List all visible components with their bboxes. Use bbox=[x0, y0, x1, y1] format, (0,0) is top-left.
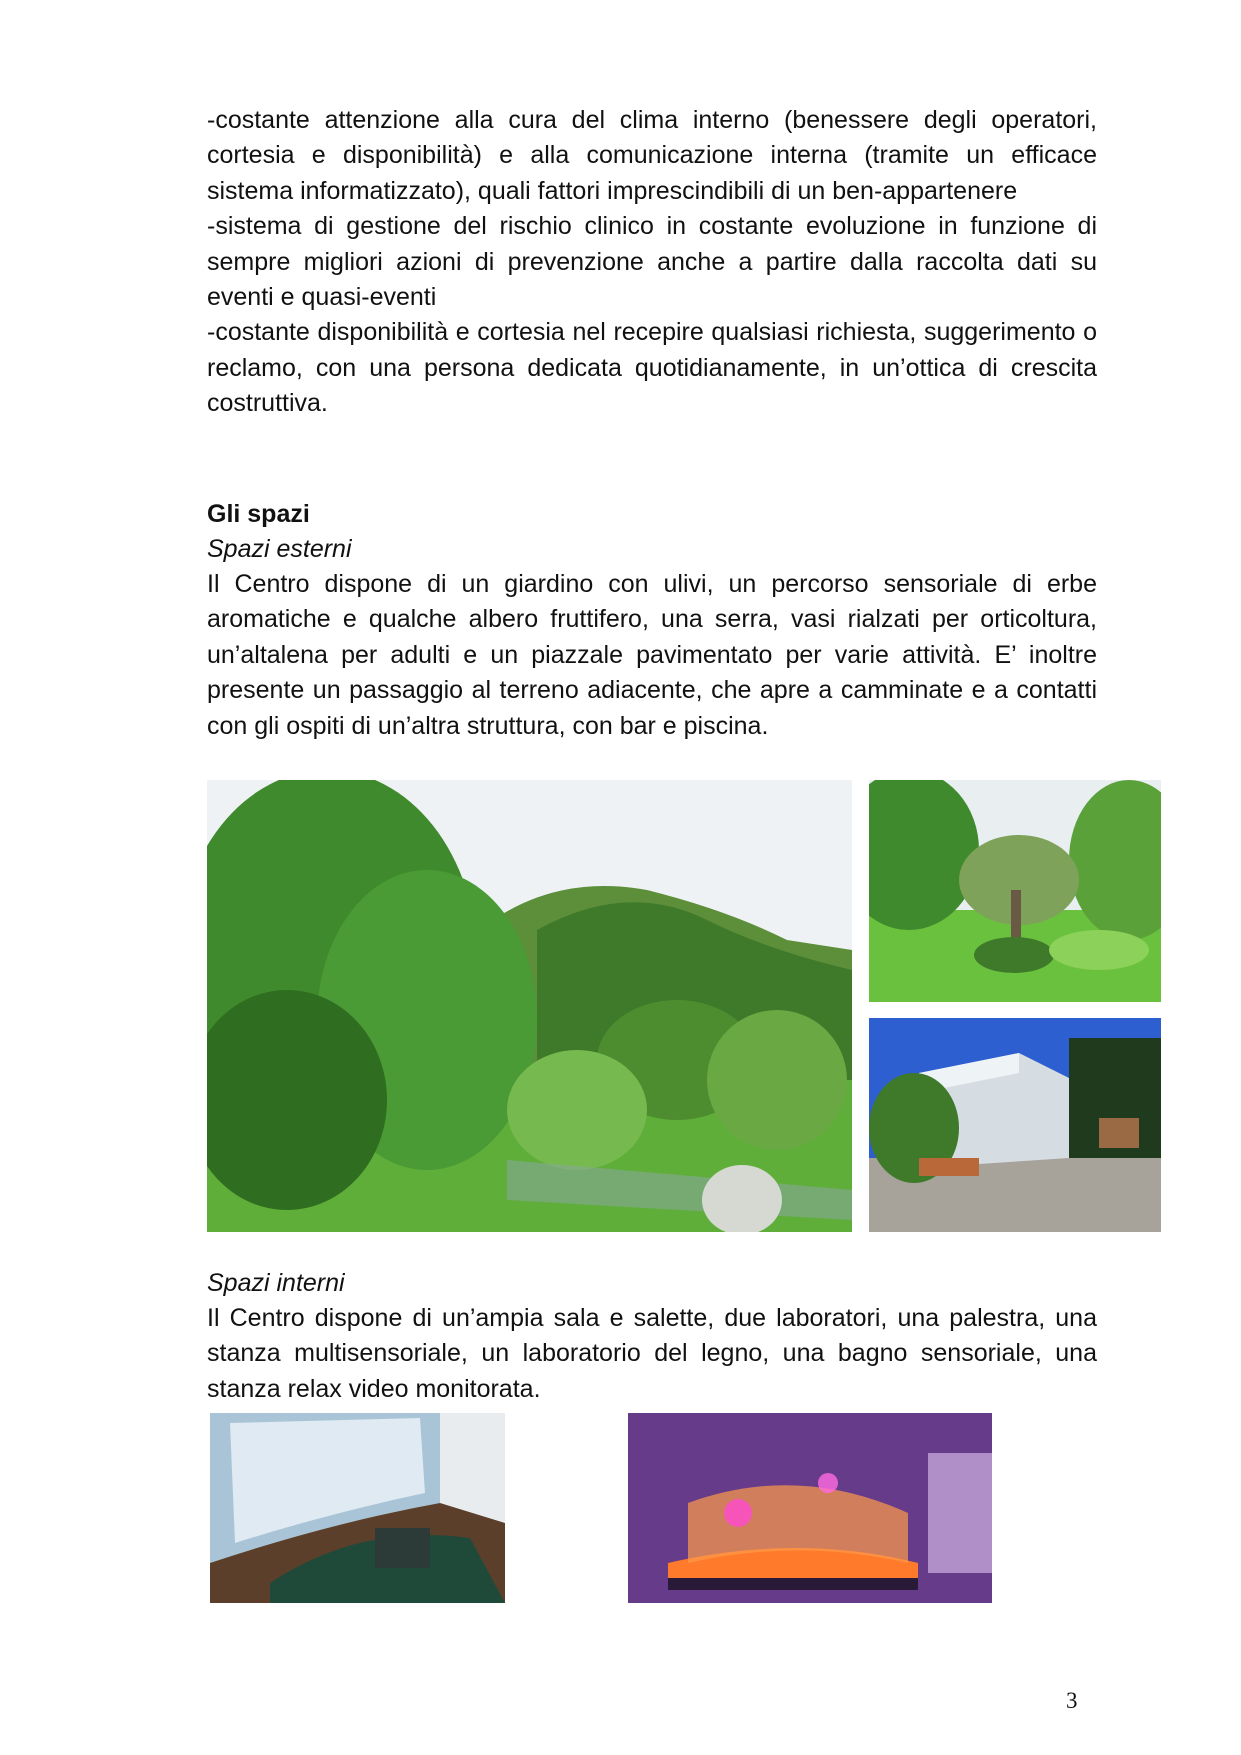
page-number: 3 bbox=[1066, 1688, 1078, 1713]
greenhouse-photo bbox=[869, 1018, 1161, 1232]
external-body bbox=[207, 567, 1097, 744]
internal-body-text: Il Centro dispone di un’ampia sala e salette, due laboratori, una palestra, una stanza multisensoriale, un laboratorio del legno, una bagno sensoriale, una stanza relax video monitorata. bbox=[207, 1304, 1097, 1403]
external-subtitle: Spazi esterni bbox=[207, 535, 352, 563]
intro-paragraph: -sistema di gestione del rischio clinico in costante evoluzione in funzione di sempre migliori azioni di prevenzione anche a partire dalla raccolta dati su eventi e quasi-eventi bbox=[207, 212, 1097, 312]
section-title: Gli spazi bbox=[207, 500, 310, 528]
garden-photo bbox=[207, 780, 852, 1232]
internal-subtitle: Spazi interni bbox=[207, 1269, 345, 1297]
sensory-room-photo bbox=[210, 1413, 505, 1603]
fiber-optic-room-photo bbox=[628, 1413, 992, 1603]
internal-body bbox=[207, 1301, 1097, 1407]
external-body-text: Il Centro dispone di un giardino con ulivi, un percorso sensoriale di erbe aromatiche e qualche albero fruttifero, una serra, vasi rialzati per orticoltura, un’altalena per adulti e un piazzale pavimentato per varie attività. E’ inoltre presente un passaggio al terreno adiacente, che apre a camminate e a contatti con gli ospiti di un’altra struttura, con bar e piscina. bbox=[207, 570, 1097, 740]
intro-paragraph: -costante disponibilità e cortesia nel recepire qualsiasi richiesta, suggerimento o reclamo, con una persona dedicata quotidianamente, in un’ottica di crescita costruttiva. bbox=[207, 318, 1097, 418]
olive-garden-photo bbox=[869, 780, 1161, 1002]
intro-text bbox=[207, 103, 1097, 422]
intro-paragraph: -costante attenzione alla cura del clima interno (benessere degli operatori, cortesia e disponibilità) e alla comunicazione interna (tramite un efficace sistema informatizzato), quali fattori imprescindibili di un ben-appartenere bbox=[207, 106, 1097, 205]
